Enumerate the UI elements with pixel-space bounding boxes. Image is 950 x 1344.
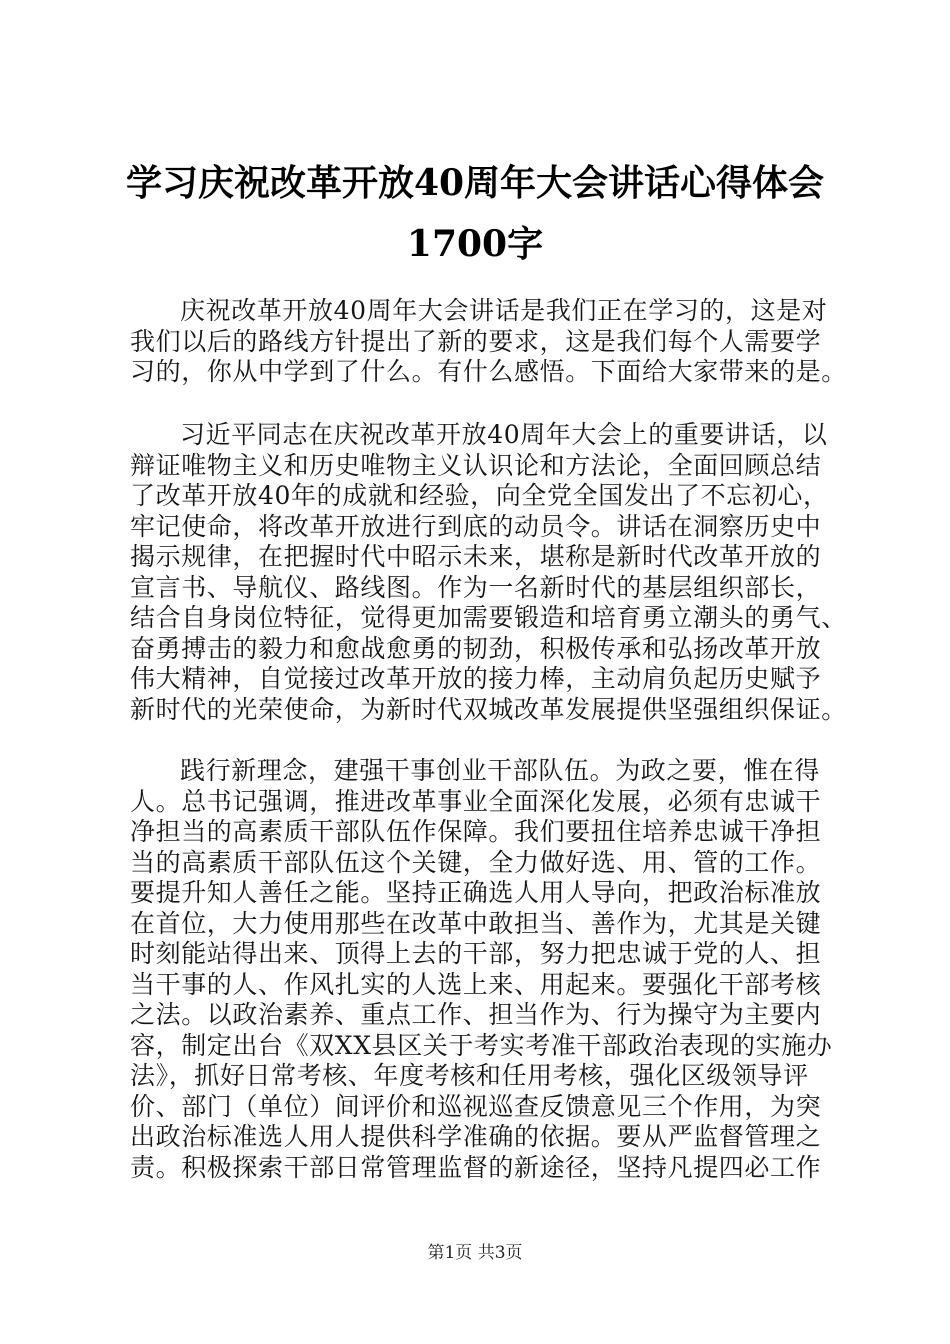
- paragraph-line: 践行新理念，建强干事创业干部队伍。为政之要，惟在得: [180, 756, 821, 785]
- paragraph-1: [130, 296, 847, 388]
- paragraph-line: 习近平同志在庆祝改革开放40周年大会上的重要讲话，以: [180, 420, 828, 449]
- paragraph-line: 价、部门（单位）间评价和巡视巡查反馈意见三个作用，为突: [130, 1091, 822, 1121]
- paragraph-line: 了改革开放40年的成就和经验，向全党全国发出了不忘初心，: [130, 481, 829, 510]
- paragraph-line: 辩证唯物主义和历史唯物主义认识论和方法论，全面回顾总结: [130, 450, 822, 480]
- paragraph-line: 结合自身岗位特征，觉得更加需要锻造和培育勇立潮头的勇气、: [130, 603, 847, 632]
- paragraph-line: 宣言书、导航仪、路线图。作为一名新时代的基层组织部长，: [130, 572, 822, 602]
- paragraph-line: 当的高素质干部队伍这个关键，全力做好选、用、管的工作。: [130, 847, 822, 877]
- paragraph-line: 人。总书记强调，推进改革事业全面深化发展，必须有忠诚干: [130, 786, 822, 816]
- paragraph-line: 时刻能站得出来、顶得上去的干部，努力把忠诚于党的人、担: [130, 939, 822, 968]
- paragraph-line: 奋勇搏击的毅力和愈战愈勇的韧劲，积极传承和弘扬改革开放: [130, 633, 822, 663]
- paragraph-line: 伟大精神，自觉接过改革开放的接力棒，主动肩负起历史赋予: [130, 664, 822, 693]
- paragraph-line: 牢记使命，将改革开放进行到底的动员令。讲话在洞察历史中: [130, 511, 822, 541]
- document-title-line-2: 1700字: [406, 223, 544, 265]
- paragraph-line: 新时代的光荣使命，为新时代双城改革发展提供坚强组织保证。: [130, 694, 847, 724]
- paragraph-line: 当干事的人、作风扎实的人选上来、用起来。要强化干部考核: [130, 969, 822, 999]
- paragraph-line: 庆祝改革开放40周年大会讲话是我们正在学习的，这是对: [180, 296, 828, 325]
- paragraph-line: 出政治标准选人用人提供科学准确的依据。要从严监督管理之: [130, 1122, 822, 1151]
- paragraph-2: [130, 420, 847, 725]
- paragraph-line: 在首位，大力使用那些在改革中敢担当、善作为，尤其是关键: [130, 908, 822, 938]
- paragraph-line: 容，制定出台《双XX县区关于考实考准干部政治表现的实施办: [130, 1030, 833, 1060]
- paragraph-3: [130, 756, 833, 1183]
- paragraph-line: 习的，你从中学到了什么。有什么感悟。下面给大家带来的是。: [130, 357, 847, 386]
- page-footer: 第1页 共3页: [427, 1243, 523, 1263]
- paragraph-line: 要提升知人善任之能。坚持正确选人用人导向，把政治标准放: [130, 878, 822, 907]
- paragraph-line: 责。积极探索干部日常管理监督的新途径，坚持凡提四必工作: [130, 1152, 822, 1182]
- paragraph-line: 我们以后的路线方针提出了新的要求，这是我们每个人需要学: [130, 326, 822, 356]
- paragraph-line: 揭示规律，在把握时代中昭示未来，堪称是新时代改革开放的: [130, 542, 822, 571]
- document-title-line-1: 学习庆祝改革开放40周年大会讲话心得体会: [125, 162, 825, 204]
- paragraph-line: 法》，抓好日常考核、年度考核和任用考核，强化区级领导评: [130, 1061, 809, 1090]
- paragraph-line: 之法。以政治素养、重点工作、担当作为、行为操守为主要内: [130, 1000, 822, 1029]
- paragraph-line: 净担当的高素质干部队伍作保障。我们要扭住培养忠诚干净担: [130, 817, 822, 846]
